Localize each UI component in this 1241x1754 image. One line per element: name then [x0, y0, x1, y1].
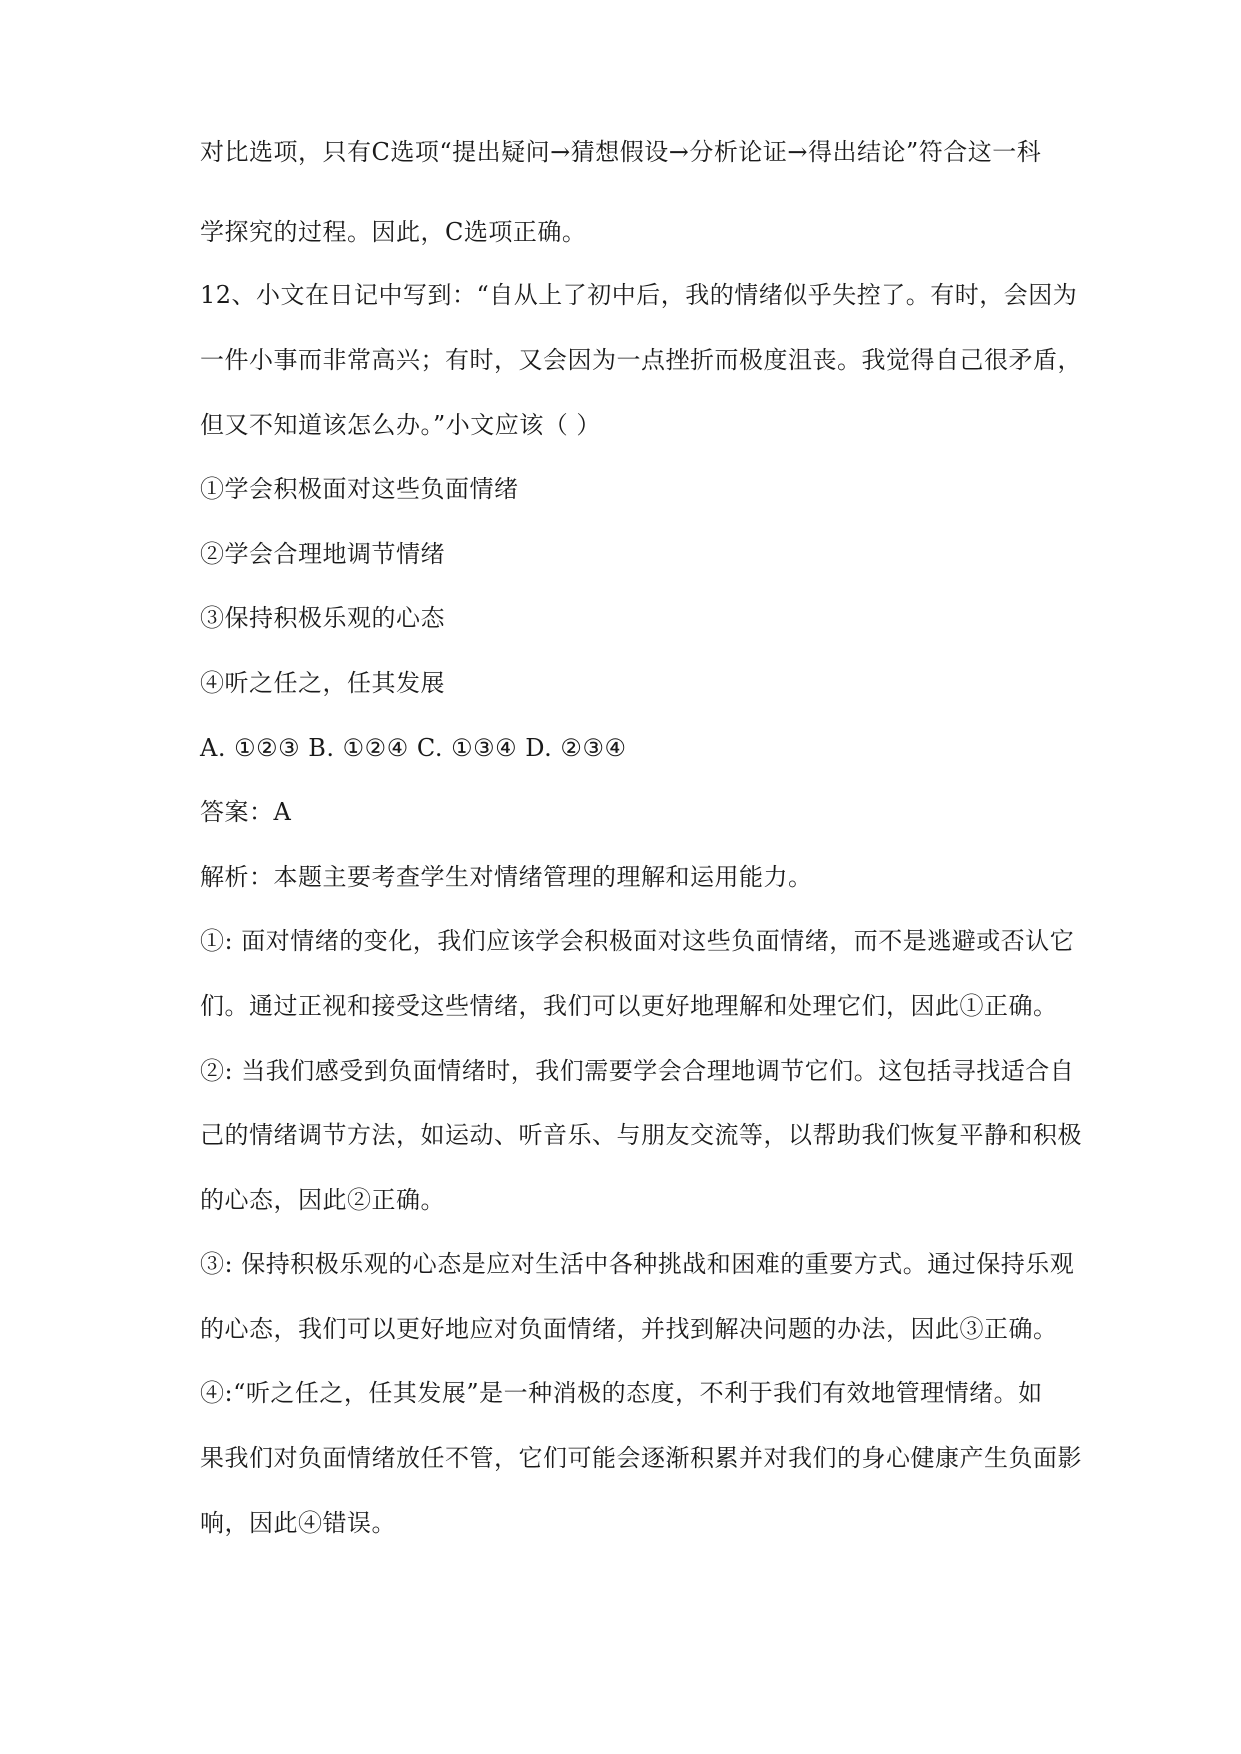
- analysis-line-9: 果我们对负面情绪放任不管，它们可能会逐渐积累并对我们的身心健康产生负面影: [200, 1444, 1082, 1472]
- analysis-line-6: ③: 保持积极乐观的心态是应对生活中各种挑战和困难的重要方式。通过保持乐观: [200, 1250, 1075, 1278]
- analysis-intro: 解析：本题主要考查学生对情绪管理的理解和运用能力。: [200, 863, 813, 891]
- answer-options: A. ①②③ B. ①②④ C. ①③④ D. ②③④: [200, 734, 627, 762]
- intro-line-1: 对比选项，只有C选项“提出疑问→猜想假设→分析论证→得出结论”符合这一科: [200, 138, 1042, 166]
- analysis-line-8: ④:“听之任之，任其发展”是一种消极的态度，不利于我们有效地管理情绪。如: [200, 1379, 1043, 1407]
- question-stem-line-2: 一件小事而非常高兴；有时，又会因为一点挫折而极度沮丧。我觉得自己很矛盾，: [200, 346, 1082, 374]
- analysis-line-7: 的心态，我们可以更好地应对负面情绪，并找到解决问题的办法，因此③正确。: [200, 1315, 1058, 1343]
- analysis-line-4: 己的情绪调节方法，如运动、听音乐、与朋友交流等，以帮助我们恢复平静和积极: [200, 1121, 1082, 1149]
- statement-4: ④听之任之，任其发展: [200, 669, 445, 697]
- analysis-line-1: ①: 面对情绪的变化，我们应该学会积极面对这些负面情绪，而不是逃避或否认它: [200, 927, 1075, 955]
- analysis-line-2: 们。通过正视和接受这些情绪，我们可以更好地理解和处理它们，因此①正确。: [200, 992, 1058, 1020]
- statement-3: ③保持积极乐观的心态: [200, 604, 445, 632]
- analysis-line-3: ②: 当我们感受到负面情绪时，我们需要学会合理地调节它们。这包括寻找适合自: [200, 1057, 1075, 1085]
- statement-1: ①学会积极面对这些负面情绪: [200, 475, 519, 503]
- statement-2: ②学会合理地调节情绪: [200, 540, 445, 568]
- answer-line: 答案：A: [200, 798, 292, 826]
- analysis-line-10: 响，因此④错误。: [200, 1509, 396, 1537]
- intro-line-2: 学探究的过程。因此，C选项正确。: [200, 218, 587, 246]
- analysis-line-5: 的心态，因此②正确。: [200, 1186, 445, 1214]
- question-stem-line-1: 12、小文在日记中写到：“自从上了初中后，我的情绪似乎失控了。有时，会因为: [200, 281, 1078, 309]
- question-stem-line-3: 但又不知道该怎么办。”小文应该（ ）: [200, 411, 601, 439]
